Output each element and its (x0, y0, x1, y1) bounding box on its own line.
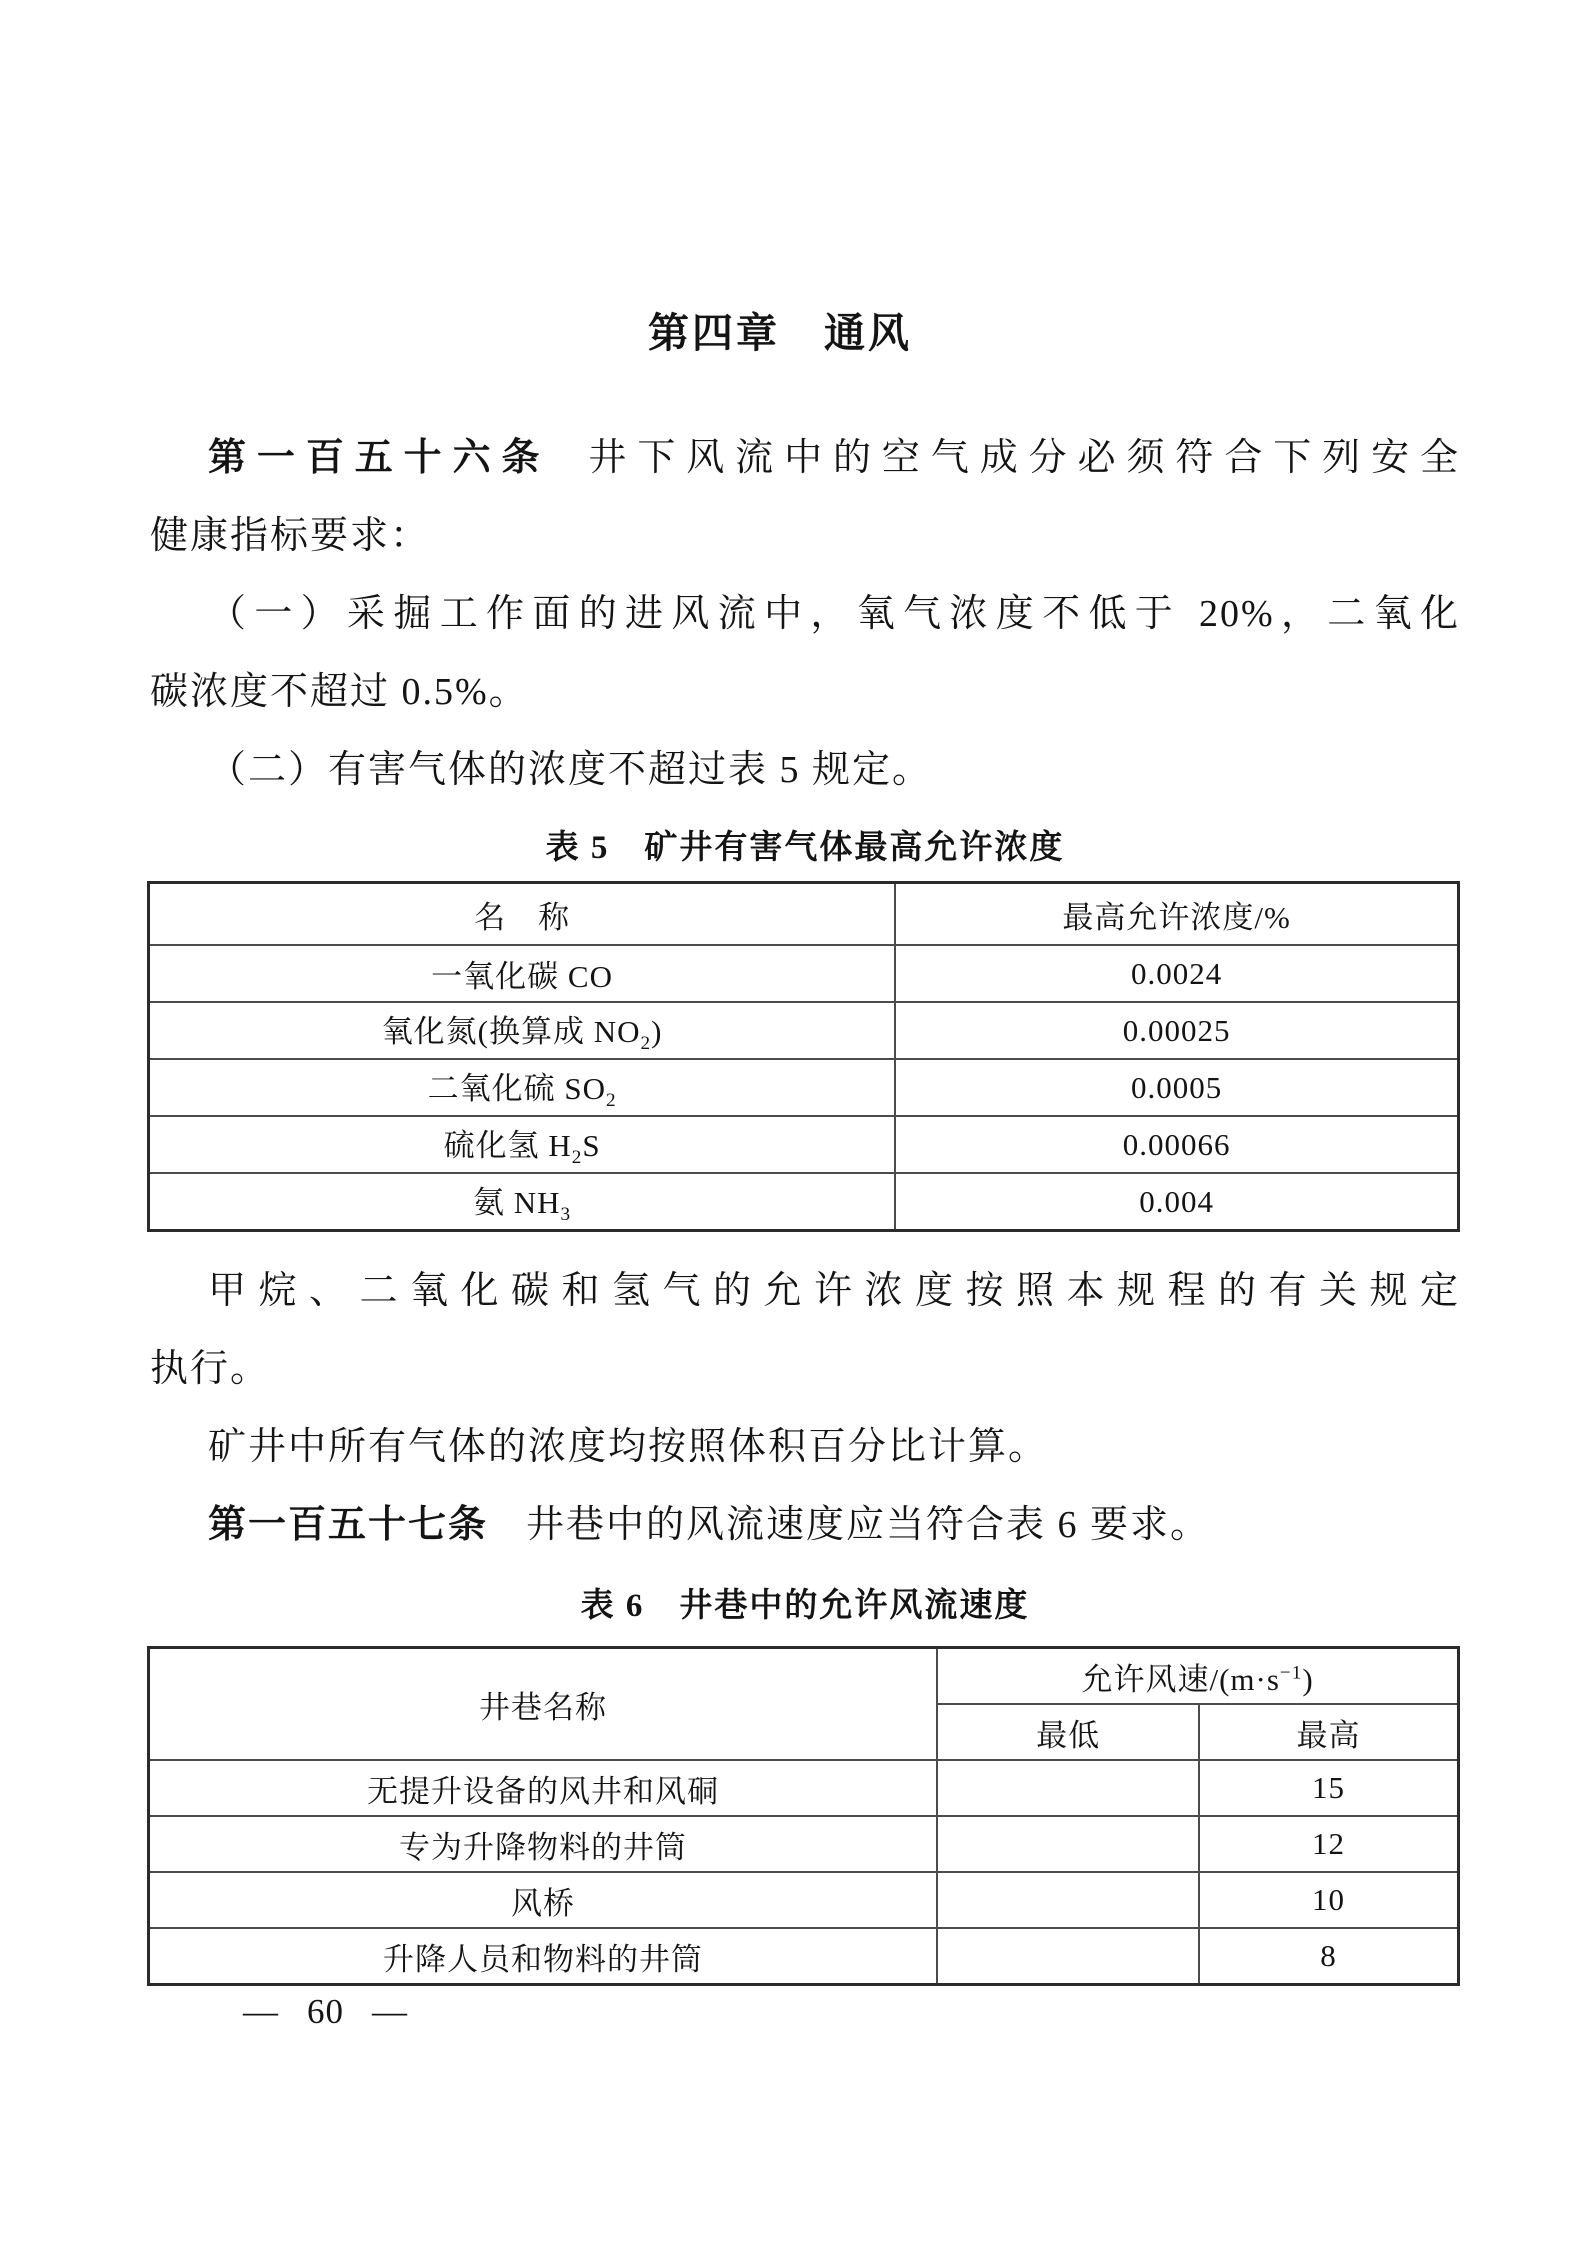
article-157-text: 井巷中的风流速度应当符合表 6 要求。 (526, 1504, 1211, 1546)
table-row (149, 1928, 1459, 1985)
gas-value-cell: 0.0005 (895, 1059, 1458, 1116)
table-5-caption: 表 5 矿井有害气体最高允许浓度 (545, 830, 1065, 866)
footer-dash-left: — (243, 1992, 279, 2031)
article-157-line-1 (150, 1486, 1460, 1564)
gas-name-cell: 二氧化硫 $SO_2$ (149, 1059, 896, 1116)
table-row (149, 1059, 1459, 1116)
table-6-caption: 表 6 井巷中的允许风流速度 (580, 1588, 1030, 1624)
gas-value-cell: 0.00025 (895, 1002, 1458, 1059)
article-156-line-1 (150, 419, 1460, 497)
item-2-line-1: （二）有害气体的浓度不超过表 5 规定。 (208, 749, 933, 791)
max-speed-cell: 8 (1199, 1928, 1458, 1985)
gas-name-cell: 氧化氮(换算成 $NO_2$) (149, 1002, 896, 1059)
min-speed-cell (937, 1928, 1199, 1985)
table-row (149, 1002, 1459, 1059)
min-speed-cell (937, 1760, 1199, 1816)
gas-name-cell: 硫化氢 $H_2S$ (149, 1116, 896, 1173)
after-table5-line-2: 执行。 (150, 1348, 271, 1390)
roadway-name-cell: 风桥 (149, 1872, 938, 1928)
item-1-line-1: （一）采掘工作面的进风流中，氧气浓度不低于 20%，二氧化 (208, 593, 1460, 635)
article-156-number: 第一百五十六条 (208, 437, 551, 479)
min-speed-cell (937, 1816, 1199, 1872)
gas-name-cell: 氨 $NH_3$ (149, 1173, 896, 1231)
page-footer (243, 1992, 408, 2032)
table-6-header-roadway-name: 井巷名称 (149, 1648, 938, 1761)
body-paragraphs (150, 419, 1460, 809)
gas-value-cell: 0.00066 (895, 1116, 1458, 1173)
table-6-allowed-air-speeds (147, 1646, 1460, 1986)
item-1-line-2: 碳浓度不超过 0.5%。 (150, 671, 529, 713)
gas-value-cell: 0.004 (895, 1173, 1458, 1231)
after-table5-line-1: 甲烷、二氧化碳和氢气的允许浓度按照本规程的有关规定 (208, 1270, 1460, 1312)
table-row (149, 1816, 1459, 1872)
gas-name-cell: 一氧化碳 CO (149, 945, 896, 1002)
table-6-header-row-1 (149, 1648, 1459, 1705)
max-speed-cell: 10 (1199, 1872, 1458, 1928)
table-6-header-speed-group: 允许风速$/(m\cdot s^{-1})$ (937, 1648, 1458, 1705)
table-row (149, 1173, 1459, 1231)
article-156-line-2: 健康指标要求： (150, 515, 431, 557)
table-row (149, 1116, 1459, 1173)
after-table5-line-3: 矿井中所有气体的浓度均按照体积百分比计算。 (208, 1426, 1049, 1468)
page-number: 60 (307, 1992, 344, 2031)
body-paragraphs-2 (150, 1252, 1460, 1564)
table-5-header-value: 最高允许浓度/% (895, 883, 1458, 946)
max-speed-cell: 12 (1199, 1816, 1458, 1872)
min-speed-cell (937, 1872, 1199, 1928)
table-row (149, 945, 1459, 1002)
table-5-harmful-gas-concentrations (147, 881, 1460, 1232)
table-row (149, 1872, 1459, 1928)
table-6-header-max: 最高 (1199, 1704, 1458, 1760)
article-156-text: 井下风流中的空气成分必须符合下列安全 (588, 437, 1460, 479)
max-speed-cell: 15 (1199, 1760, 1458, 1816)
chapter-title: 第四章 通风 (648, 310, 912, 356)
table-6-header-min: 最低 (937, 1704, 1199, 1760)
table-row (149, 1760, 1459, 1816)
roadway-name-cell: 无提升设备的风井和风硐 (149, 1760, 938, 1816)
table-5-header-name: 名 称 (149, 883, 896, 946)
roadway-name-cell: 专为升降物料的井筒 (149, 1816, 938, 1872)
gas-value-cell: 0.0024 (895, 945, 1458, 1002)
article-157-number: 第一百五十七条 (208, 1504, 489, 1546)
footer-dash-right: — (372, 1992, 408, 2031)
table-5-header-row (149, 883, 1459, 946)
roadway-name-cell: 升降人员和物料的井筒 (149, 1928, 938, 1985)
